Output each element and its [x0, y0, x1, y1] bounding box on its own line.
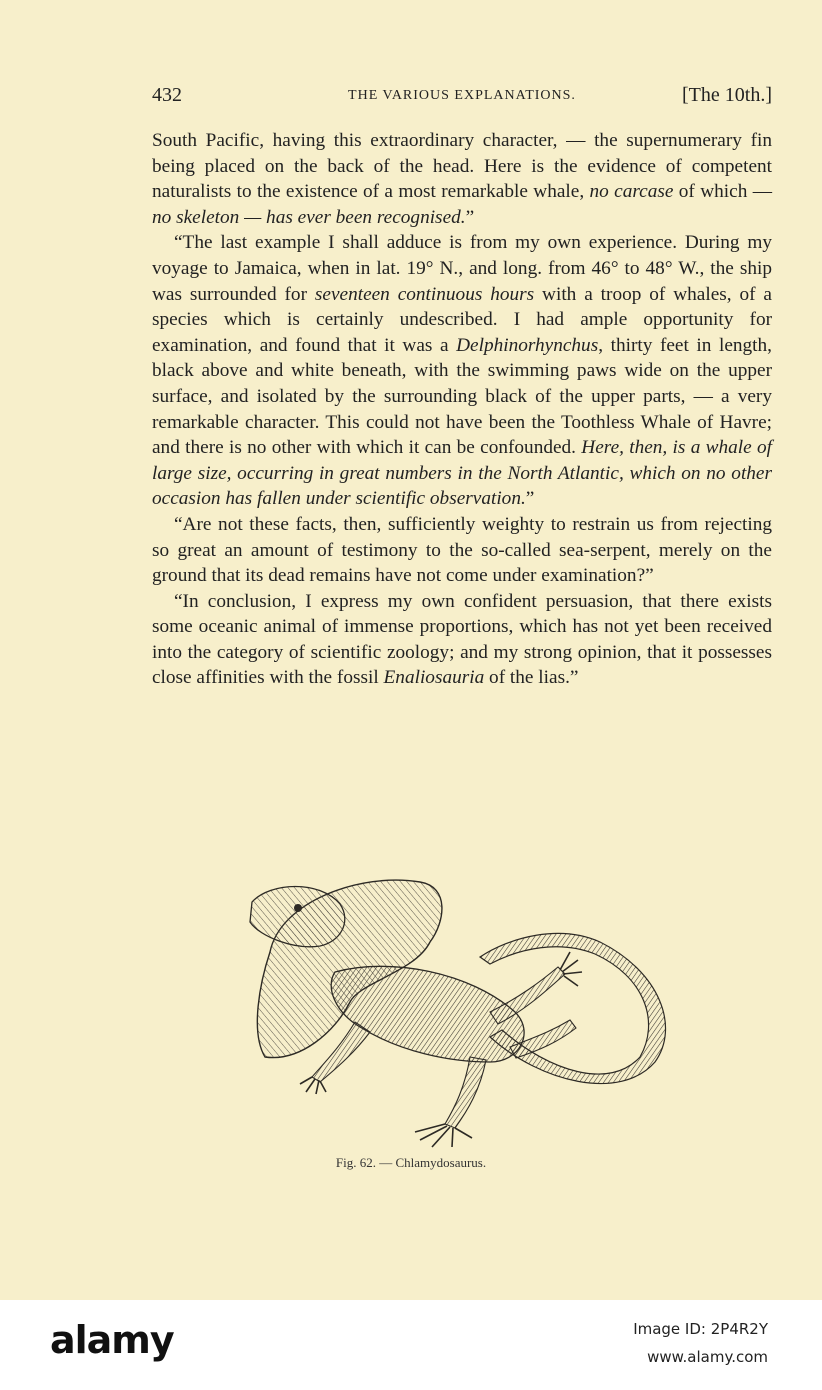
- lizard-hind-foot: [415, 1124, 472, 1147]
- paragraph: [152, 230, 772, 512]
- lizard-upper-foot: [560, 952, 582, 986]
- running-title: THE VARIOUS EXPLANATIONS.: [348, 88, 576, 103]
- image-id-label: Image ID: 2P4R2Y: [633, 1320, 768, 1338]
- figure-caption: Fig. 62. — Chlamydosaurus.: [335, 1155, 487, 1170]
- page-number: 432: [152, 84, 182, 106]
- text-run: “The last example I shall adduce is from my own experience. During my voyage to Jamaica, when in lat. 19° N., and long. from 46° to 48° W., the ship was surrounded for: [152, 232, 772, 305]
- text-run: , thirty feet in length, black above and white beneath, with the swimming paws wide on the upper surface, and isolated by the surrounding black of the upper parts, — a very remarkable character. This could not have been the Toothless Whale of Havre; and there is no other with which it can be confounded.: [152, 334, 772, 459]
- body-text: [152, 128, 772, 691]
- brand-logo: alamy: [50, 1318, 174, 1362]
- text-run: ”: [465, 206, 475, 228]
- frilled-lizard-illustration: [240, 862, 680, 1152]
- paragraph: [152, 589, 772, 691]
- paragraph: [152, 512, 772, 589]
- lizard-upper-leg: [490, 967, 565, 1024]
- lizard-head: [250, 887, 345, 947]
- italic-phrase: Enaliosauria: [383, 667, 485, 689]
- paragraph: [152, 128, 772, 230]
- page-header: [152, 84, 772, 114]
- text-run: ”: [525, 488, 535, 510]
- lizard-hind-leg: [445, 1057, 486, 1128]
- site-url: www.alamy.com: [647, 1348, 768, 1366]
- italic-phrase: Here, then, is a whale of large size, occurring in great numbers in the North Atlantic, which on no other occasion has fallen under scientific observation.: [152, 437, 772, 510]
- text-run: with a troop of whales, of a species which is certainly undescribed. I had ample opportunity for examination, and found that it was a: [152, 283, 772, 356]
- italic-phrase: seventeen continuous hours: [314, 283, 535, 305]
- figure-illustration: [240, 862, 680, 1152]
- italic-phrase: no carcase: [589, 181, 674, 203]
- lizard-eye: [294, 904, 302, 912]
- text-run: of which —: [673, 181, 772, 203]
- text-run: “In conclusion, I express my own confident persuasion, that there exists some oceanic animal of immense proportions, which has not yet been received into the category of scientific zoology; and my strong opinion, that it possesses close affinities with the fossil: [152, 590, 772, 689]
- italic-phrase: Delphinorhynchus: [456, 334, 599, 356]
- italic-phrase: no skeleton — has ever been recognised.: [152, 206, 466, 228]
- text-run: of the lias.”: [484, 667, 579, 689]
- section-mark: [The 10th.]: [682, 84, 772, 106]
- text-run: “Are not these facts, then, sufficiently weighty to restrain us from rejecting so great an amount of testimony to the so-called sea-serpent, merely on the ground that its dead remains have not come under examination?”: [152, 513, 772, 587]
- stock-footer-bar: [0, 1300, 822, 1390]
- text-run: South Pacific, having this extraordinary character, — the supernumerary fin being placed on the back of the head. Here is the evidence of competent naturalists to the existence of a most remarkable whale,: [152, 130, 772, 203]
